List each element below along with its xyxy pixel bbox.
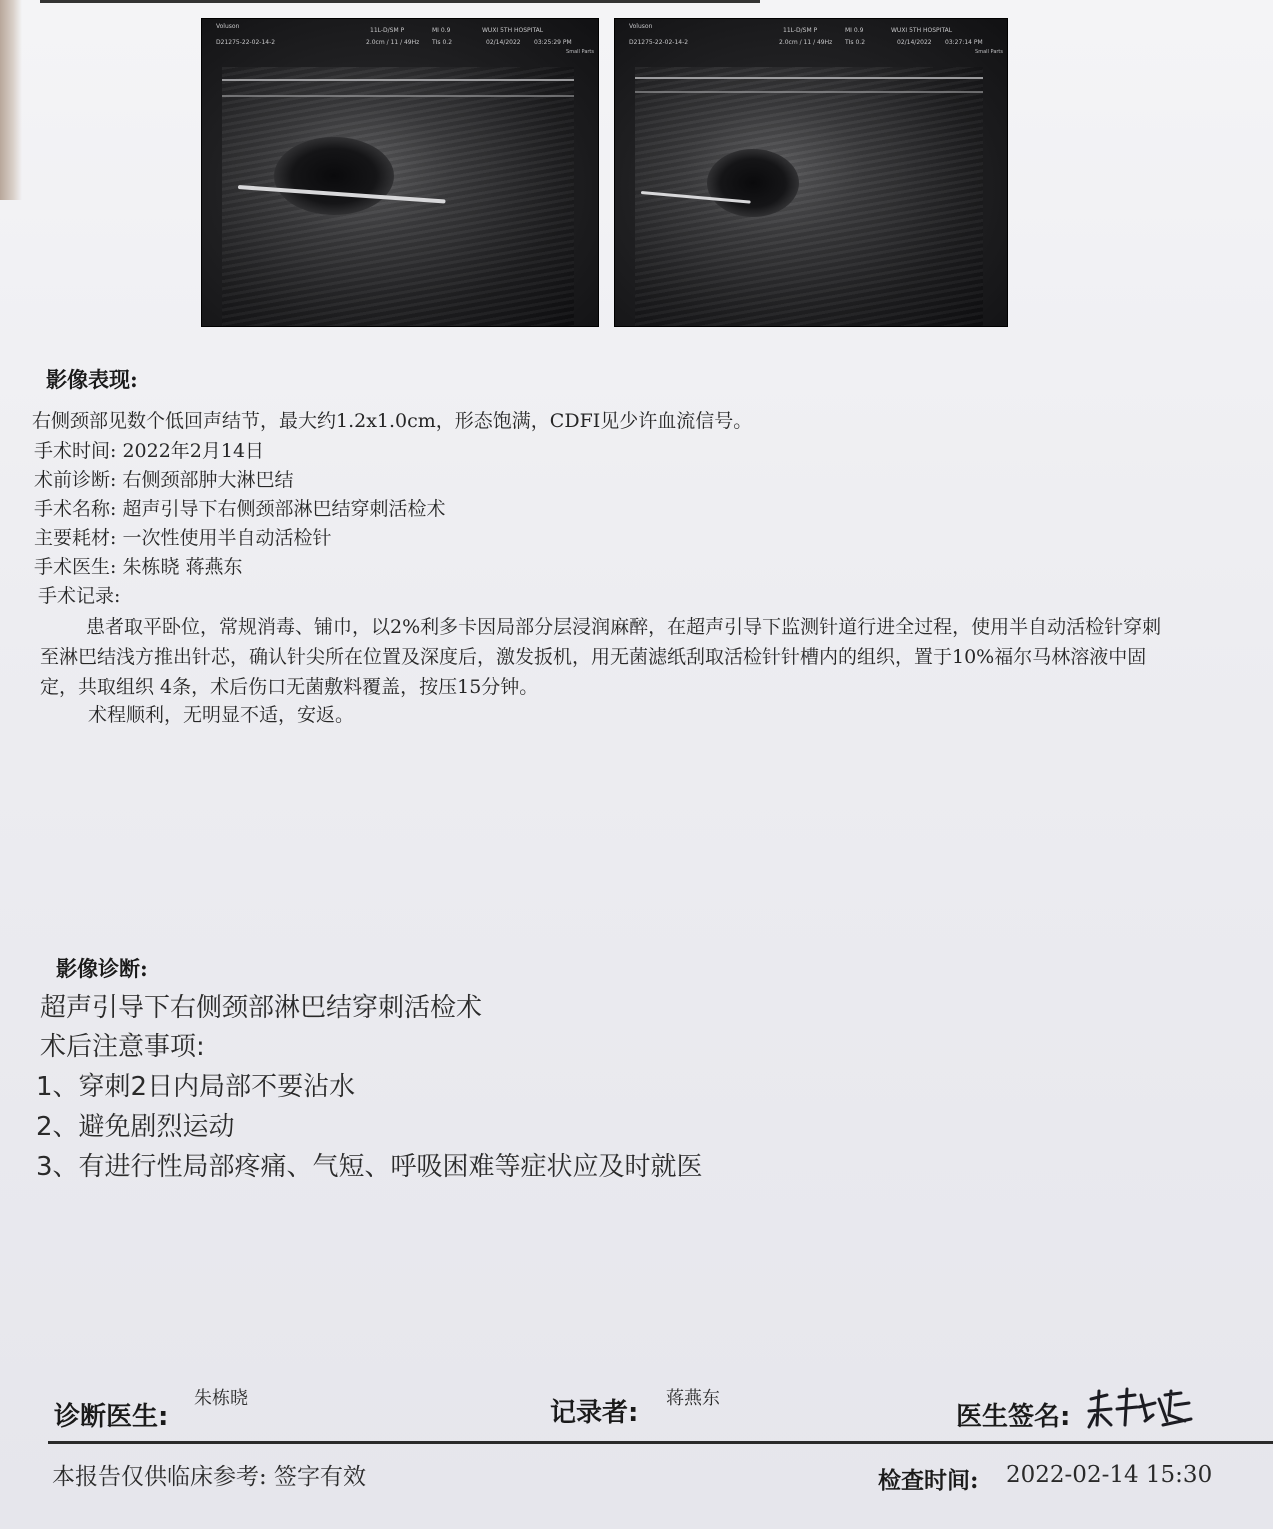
preset-label: Small Parts <box>975 49 1003 55</box>
recorder-name: 蒋燕东 <box>666 1388 720 1409</box>
record-text: 患者取平卧位，常规消毒、铺巾，以2%利多卡因局部分层浸润麻醉，在超声引导下监测针道行进全过程，使用半自动活检针穿刺至淋巴结浅方推出针芯，确认针尖所在位置及深度后，激发扳机，用无菌滤纸刮取活检针针槽内的组织，置于10%福尔马林溶液中固定，共取组织 4条，术后伤口无菌敷料覆盖，按压15分钟。 <box>40 616 1162 698</box>
tis-label: TIs 0.2 <box>845 39 866 46</box>
diagnosis-line: 超声引导下右侧颈部淋巴结穿刺活检术 <box>40 993 483 1023</box>
time-label: 03:27:14 PM <box>945 39 983 46</box>
date-label: 02/14/2022 <box>486 39 521 46</box>
mi-label: MI 0.9 <box>432 27 451 34</box>
ultrasound-image-right <box>614 18 1008 327</box>
doctor-signature-label: 医生签名: <box>956 1402 1071 1432</box>
hospital-label: WUXI 5TH HOSPITAL <box>891 27 953 34</box>
findings-title: 影像表现: <box>46 367 138 392</box>
record-label: 手术记录: <box>38 585 121 607</box>
hospital-label: WUXI 5TH HOSPITAL <box>482 27 544 34</box>
lymph-node-shadow <box>274 137 394 215</box>
ultrasound-header-right <box>629 23 999 63</box>
date-label: 02/14/2022 <box>897 39 932 46</box>
paper-edge <box>0 0 22 200</box>
brand-label: Voluson <box>216 23 240 30</box>
exam-time-value: 2022-02-14 15:30 <box>1006 1462 1213 1488</box>
side-readout-left <box>554 49 594 56</box>
lymph-node-shadow <box>707 149 799 217</box>
exam-time-label: 检查时间: <box>878 1467 979 1494</box>
postop-note-item: 2、避免剧烈运动 <box>36 1112 235 1142</box>
tis-label: TIs 0.2 <box>432 39 453 46</box>
skin-line <box>635 77 983 79</box>
ultrasound-image-left <box>201 18 599 327</box>
footer-rule <box>48 1441 1273 1444</box>
record-result: 术程顺利，无明显不适，安返。 <box>88 704 355 726</box>
materials: 主要耗材: 一次性使用半自动活检针 <box>34 527 332 549</box>
surgery-time: 手术时间: 2022年2月14日 <box>34 440 265 462</box>
exam-id: D21275-22-02-14-2 <box>216 39 276 46</box>
brand-label: Voluson <box>629 23 653 30</box>
footer-note: 本报告仅供临床参考: 签字有效 <box>52 1464 367 1490</box>
postop-notes-title: 术后注意事项: <box>40 1032 205 1062</box>
pre-diagnosis: 术前诊断: 右侧颈部肿大淋巴结 <box>34 469 294 491</box>
recorder-label: 记录者: <box>550 1398 639 1428</box>
findings-description: 右侧颈部见数个低回声结节，最大约1.2x1.0cm，形态饱满，CDFI见少许血流信号。 <box>32 410 753 432</box>
side-readout-right <box>963 49 1003 56</box>
postop-note-item: 1、穿刺2日内局部不要沾水 <box>36 1072 356 1102</box>
ultrasound-header-left <box>216 23 590 63</box>
time-label: 03:25:29 PM <box>534 39 572 46</box>
diagnosing-doctor-name: 朱栋晓 <box>194 1388 248 1409</box>
diagnosing-doctor-label: 诊断医生: <box>54 1402 169 1432</box>
fascia-line <box>222 95 574 97</box>
depth-label: 2.0cm / 11 / 49Hz <box>366 39 420 46</box>
probe-label: 11L-D/SM P <box>370 27 405 34</box>
skin-line <box>222 79 574 81</box>
mi-label: MI 0.9 <box>845 27 864 34</box>
exam-id: D21275-22-02-14-2 <box>629 39 689 46</box>
handwritten-signature <box>1085 1385 1195 1435</box>
surgeons: 手术医生: 朱栋晓 蒋燕东 <box>34 556 243 578</box>
preset-label: Small Parts <box>566 49 594 55</box>
top-rule <box>40 0 760 3</box>
postop-note-item: 3、有进行性局部疼痛、气短、呼吸困难等症状应及时就医 <box>36 1152 703 1182</box>
depth-label: 2.0cm / 11 / 49Hz <box>779 39 833 46</box>
probe-label: 11L-D/SM P <box>783 27 818 34</box>
fascia-line <box>635 91 983 93</box>
surgery-name: 手术名称: 超声引导下右侧颈部淋巴结穿刺活检术 <box>34 498 446 520</box>
diagnosis-title: 影像诊断: <box>56 956 148 981</box>
